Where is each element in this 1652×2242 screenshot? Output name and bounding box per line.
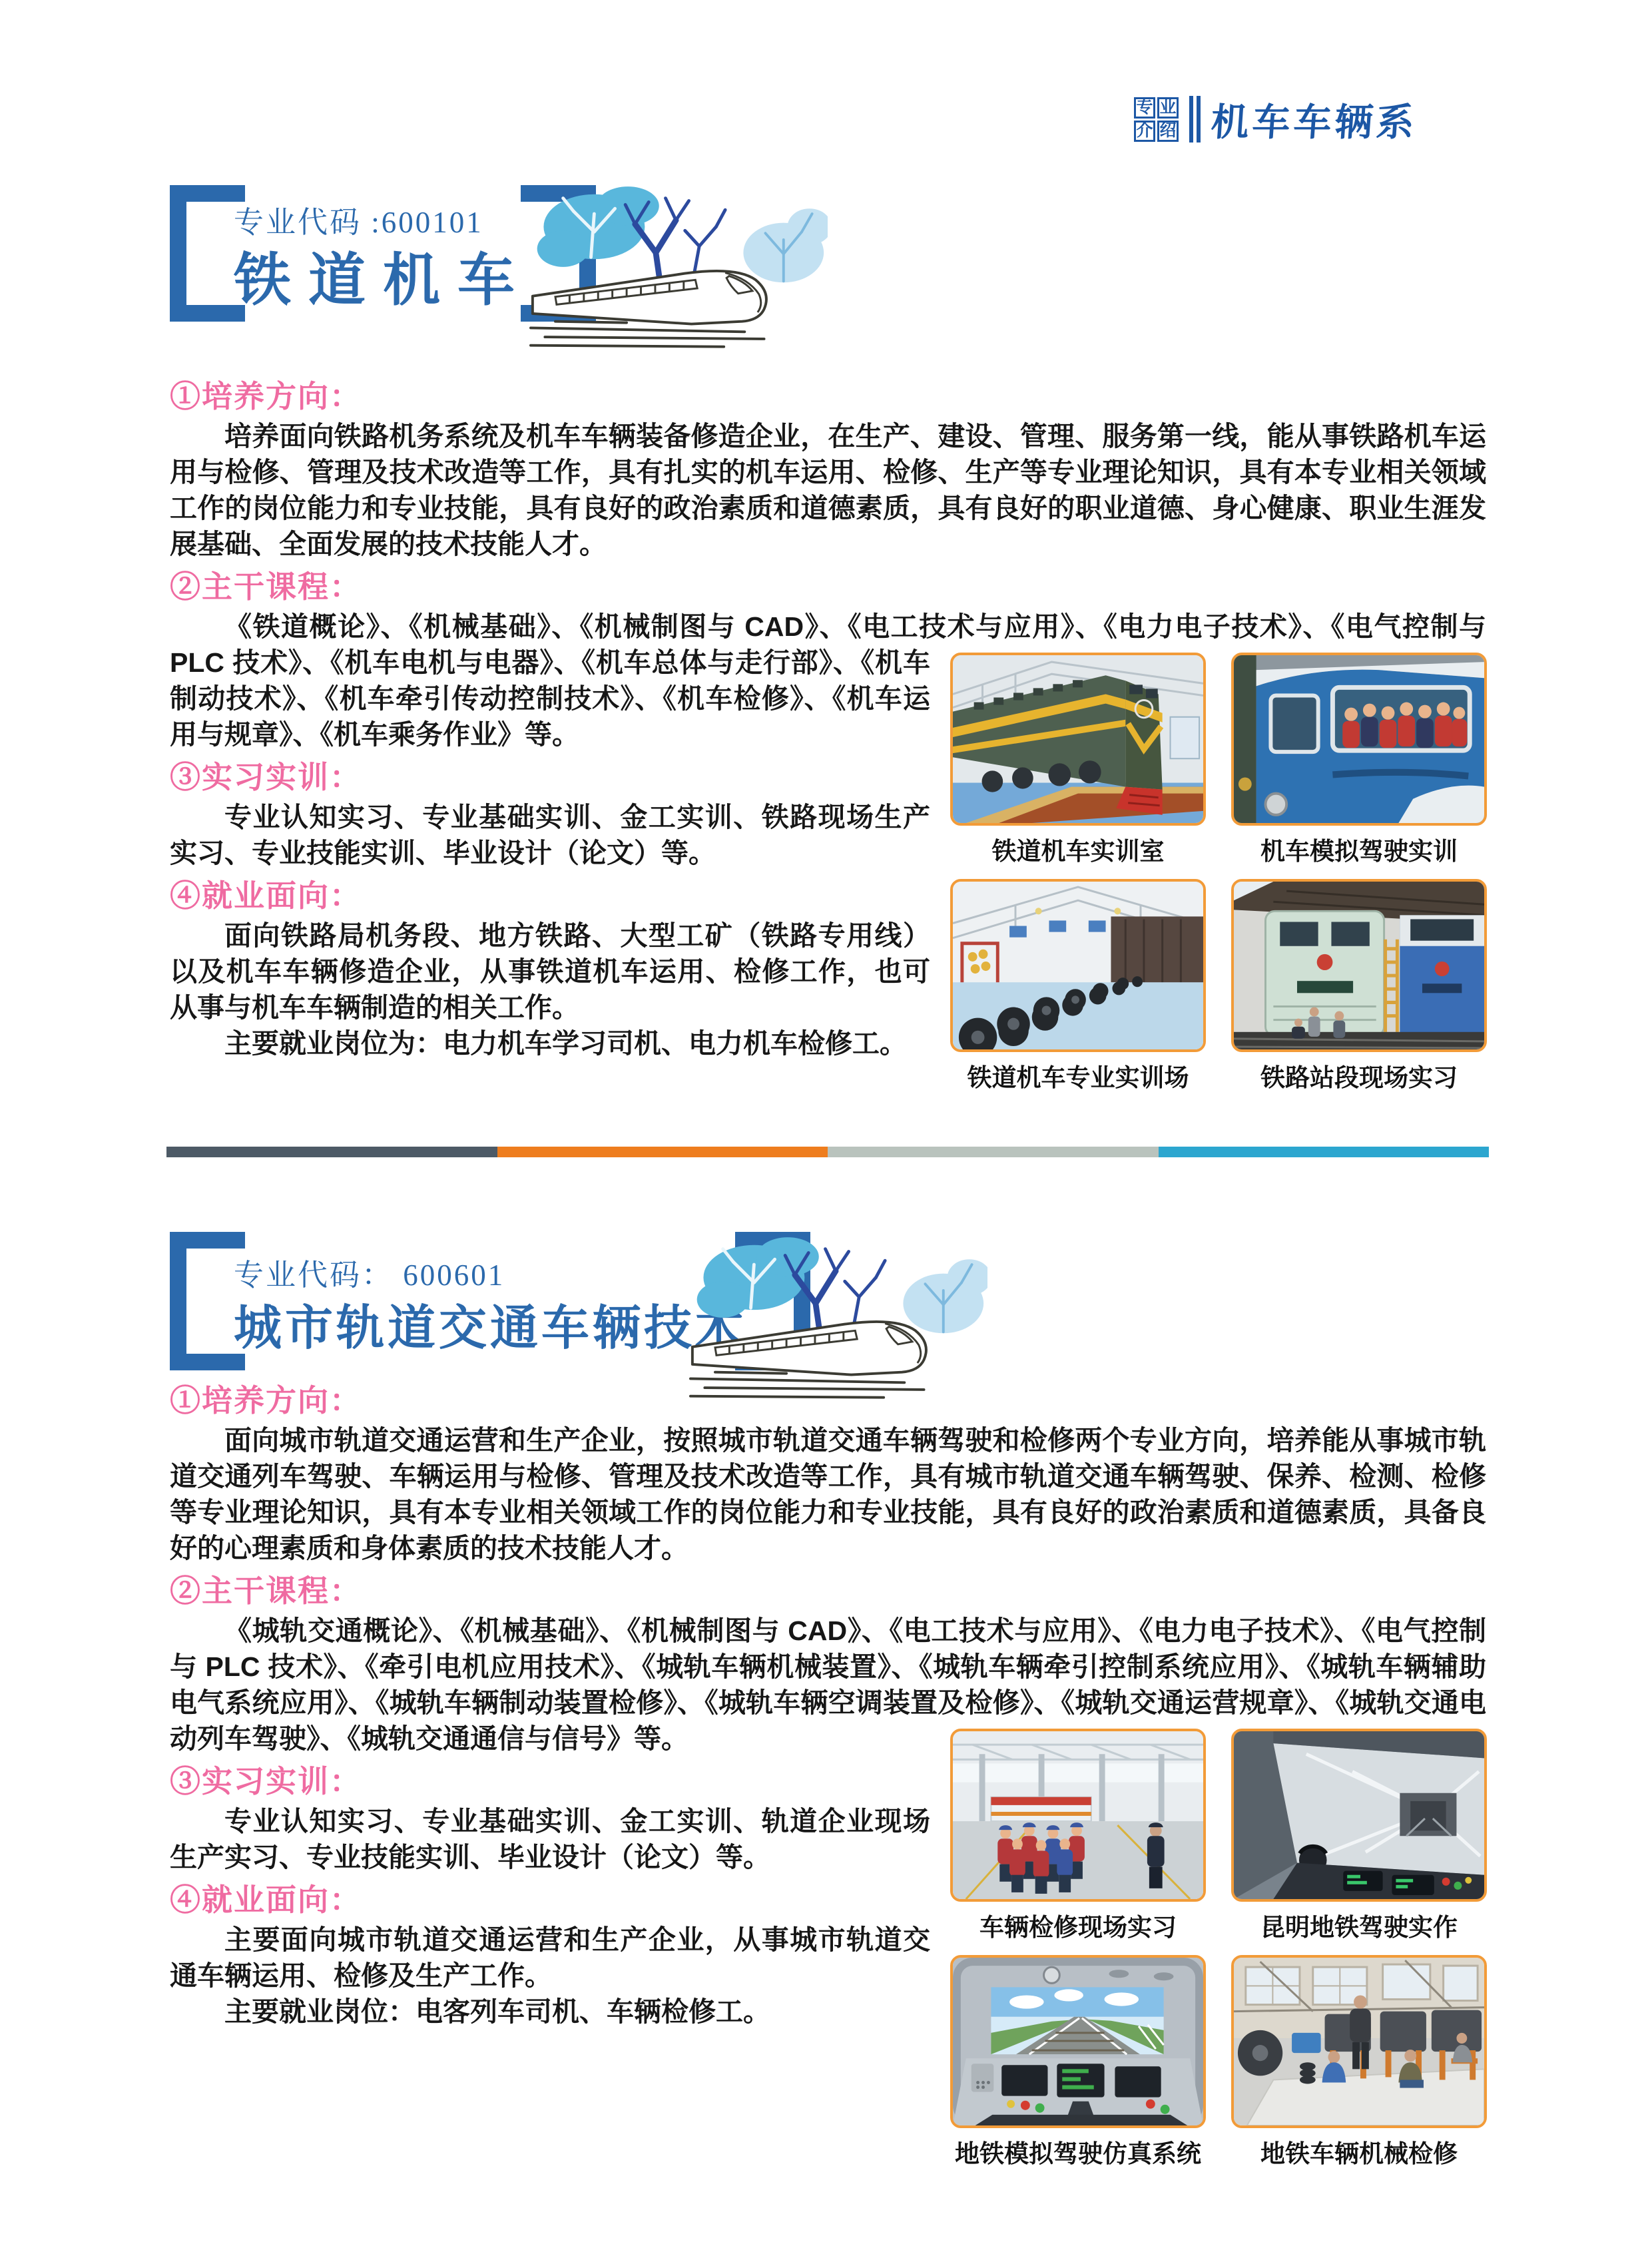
photo-caption: 铁道机车实训室 — [991, 838, 1165, 865]
locomotive-lab-image — [950, 653, 1206, 826]
section-urban-rail-vehicle — [170, 1382, 1487, 2169]
metro-driving-image — [1231, 1729, 1487, 1902]
heading-training-direction: ①培养方向： — [170, 379, 362, 414]
heading-employment: ④就业面向： — [170, 878, 362, 913]
heading-main-courses: ②主干课程： — [170, 569, 362, 604]
photo-driving-simulation-training — [1231, 653, 1487, 867]
station-practice-image — [1231, 879, 1487, 1052]
photo-locomotive-lab — [950, 653, 1206, 867]
photo-grid-2 — [950, 1729, 1487, 2169]
double-bar-divider-icon — [1189, 96, 1201, 142]
photo-caption: 铁路站段现场实习 — [1260, 1064, 1458, 1091]
department-header — [1134, 92, 1418, 146]
paragraph-employment-posts: 主要就业岗位：电客列车司机、车辆检修工。 — [224, 1996, 770, 2027]
badge-char: 介 — [1134, 121, 1155, 142]
photo-station-field-practice — [1231, 879, 1487, 1093]
paragraph-employment: 面向铁路局机务段、地方铁路、大型工矿（铁路专用线）以及机车车辆修造企业，从事铁道机车运用、检修工作，也可从事与机车车辆制造的相关工作。 — [170, 920, 930, 1023]
mechanical-repair-image — [1231, 1955, 1487, 2128]
section-divider — [166, 1147, 1489, 1157]
photo-metro-mechanical-repair — [1231, 1955, 1487, 2169]
driving-simulation-image — [1231, 653, 1487, 826]
paragraph-main-courses: 《城轨交通概论》、《机械基础》、《机械制图与 CAD》、《电工技术与应用》、《电力电子技术》、《电气控制与 PLC 技术》、《牵引电机应用技术》、《城轨车辆机械装置》、《城轨车辆牵引控制系统应用》、《城轨车辆辅助电气系统应用》、《城轨车辆制动装置检修》、《城轨车辆空调装置及检修》、《城轨交通运营规章》、《城轨交通电动列车驾驶》、《城轨交通通信与信号》等。 — [170, 1615, 1486, 1754]
photo-caption: 铁道机车专业实训场 — [967, 1064, 1189, 1091]
photo-locomotive-training-yard — [950, 879, 1206, 1093]
heading-practical-training: ③实习实训： — [170, 1764, 362, 1799]
badge-char: 专 — [1134, 97, 1155, 119]
photo-vehicle-maintenance-practice — [950, 1729, 1206, 1943]
heading-main-courses: ②主干课程： — [170, 1573, 362, 1608]
department-title: 机车车辆系 — [1209, 101, 1419, 144]
trees-train-illustration — [689, 1224, 987, 1405]
training-yard-image — [950, 879, 1206, 1052]
float-spacer — [1486, 1382, 1487, 1729]
heading-practical-training: ③实习实训： — [170, 760, 362, 794]
paragraph-practical-training: 专业认知实习、专业基础实训、金工实训、轨道企业现场生产实习、专业技能实训、毕业设计（论文）等。 — [170, 1806, 930, 1872]
major-title: 城市轨道交通车辆技术 — [234, 1301, 747, 1355]
photo-grid-1 — [950, 653, 1487, 1093]
photo-caption: 机车模拟驾驶实训 — [1260, 838, 1458, 865]
photo-caption: 地铁模拟驾驶仿真系统 — [955, 2140, 1201, 2167]
photo-kunming-metro-driving — [1231, 1729, 1487, 1943]
major-code-label: 专业代码 :600101 — [234, 206, 483, 239]
paragraph-employment-posts: 主要就业岗位为：电力机车学习司机、电力机车检修工。 — [224, 1028, 907, 1059]
depot-practice-image — [950, 1729, 1206, 1902]
paragraph-training-direction: 培养面向铁路机务系统及机车车辆装备修造企业，在生产、建设、管理、服务第一线，能从事铁路机车运用与检修、管理及技术改造等工作，具有扎实的机车运用、检修、生产等专业理论知识，具有本专业相关领域工作的岗位能力和专业技能，具有良好的政治素质和道德素质，具有良好的职业道德、身心健康、职业生涯发展基础、全面发展的技术技能人才。 — [170, 421, 1486, 559]
major-title: 铁道机车 — [234, 248, 532, 312]
photo-caption: 车辆检修现场实习 — [979, 1914, 1177, 1941]
float-spacer — [1486, 378, 1487, 653]
photo-caption: 地铁车辆机械检修 — [1260, 2140, 1458, 2167]
section-railway-locomotive — [170, 378, 1487, 1093]
simulator-system-image — [950, 1955, 1206, 2128]
heading-training-direction: ①培养方向： — [170, 1383, 362, 1418]
paragraph-training-direction: 面向城市轨道交通运营和生产企业，按照城市轨道交通车辆驾驶和检修两个专业方向，培养能从事城市轨道交通列车驾驶、车辆运用与检修、管理及技术改造等工作，具有城市轨道交通车辆驾驶、保养、检测、检修等专业理论知识，具有本专业相关领域工作的岗位能力和专业技能，具有良好的政治素质和道德素质，具备良好的心理素质和身体素质的技术技能人才。 — [170, 1425, 1486, 1563]
heading-employment: ④就业面向： — [170, 1882, 362, 1917]
program-intro-badge — [1134, 97, 1179, 142]
trees-train-illustration — [529, 173, 828, 354]
paragraph-main-courses: 《铁道概论》、《机械基础》、《机械制图与 CAD》、《电工技术与应用》、《电力电子技术》、《电气控制与 PLC 技术》、《机车电机与电器》、《机车总体与走行部》、《机车制动技术》、《机车牵引传动控制技术》、《机车检修》、《机车运用与规章》、《机车乘务作业》等。 — [170, 611, 1486, 750]
photo-caption: 昆明地铁驾驶实作 — [1260, 1914, 1458, 1941]
badge-char: 绍 — [1157, 121, 1179, 142]
major-code-label: 专业代码： 600601 — [234, 1258, 505, 1292]
photo-metro-driving-simulator — [950, 1955, 1206, 2169]
paragraph-practical-training: 专业认知实习、专业基础实训、金工实训、铁路现场生产实习、专业技能实训、毕业设计（论文）等。 — [170, 802, 930, 868]
paragraph-employment: 主要面向城市轨道交通运营和生产企业，从事城市轨道交通车辆运用、检修及生产工作。 — [170, 1924, 930, 1991]
badge-char: 业 — [1157, 97, 1179, 119]
